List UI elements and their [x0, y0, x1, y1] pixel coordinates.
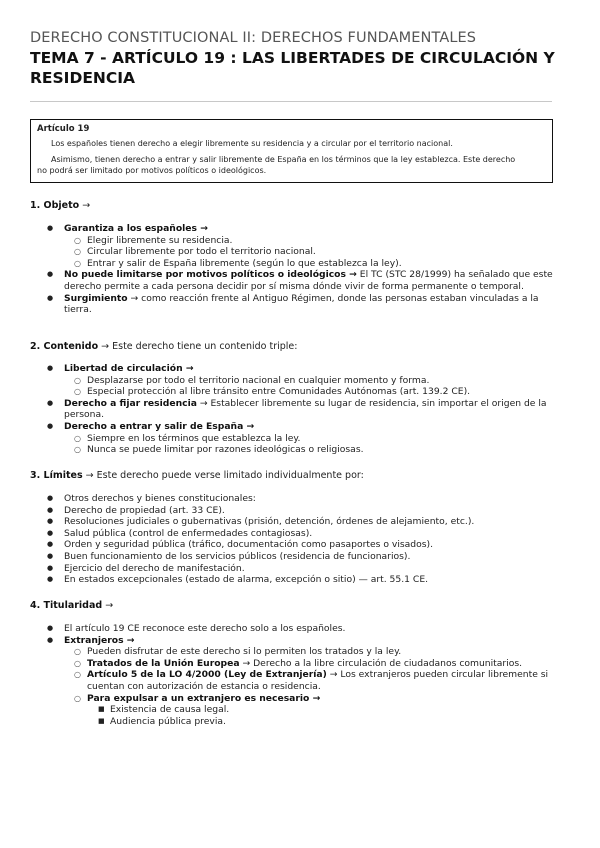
item-text: → Establecer libremente su lugar de residencia, sin importar el origen de la persona. [64, 397, 547, 421]
section-4-arrow: → [102, 600, 114, 611]
list-item: ● Salud pública (control de enfermedades contagiosas). [64, 528, 554, 540]
list-item: ● Ejercicio del derecho de manifestación. [64, 563, 554, 575]
sub-item-head: Tratados de la Unión Europea [87, 657, 240, 669]
sub-item: ○ Circular libremente por todo el territorio nacional. [87, 246, 554, 258]
section-3-label: 3. Límites [30, 470, 83, 481]
sub-sub-item: ■ Audiencia pública previa. [110, 716, 554, 728]
list-item: ● El artículo 19 CE reconoce este derecho solo a los españoles. [64, 623, 554, 635]
sub-list [64, 375, 554, 398]
list-item: ● Derecho de propiedad (art. 33 CE). [64, 505, 554, 517]
item-head: Extranjeros → [64, 634, 135, 646]
list-item: ● Orden y seguridad pública (tráfico, documentación como pasaportes o visados). [64, 539, 554, 551]
item-head: Libertad de circulación → [64, 363, 194, 374]
list-item [64, 635, 554, 728]
list-item [64, 363, 554, 398]
sub-item: ○ Pueden disfrutar de este derecho si lo permiten los tratados y la ley. [87, 646, 554, 658]
article-box [30, 119, 553, 183]
course-header: DERECHO CONSTITUCIONAL II: DERECHOS FUNDAMENTALES [30, 30, 477, 46]
sub-item [87, 669, 554, 692]
list-item [64, 269, 554, 292]
sub-item: ○ Especial protección al libre tránsito entre Comunidades Autónomas (art. 139.2 CE). [87, 386, 554, 398]
section-4-list [64, 623, 554, 727]
list-item: ● Resoluciones judiciales o gubernativas (prisión, detención, órdenes de alejamiento, etc.). [64, 516, 554, 528]
sub-item [87, 658, 554, 670]
sub-sub-item: ■ Existencia de causa legal. [110, 704, 554, 716]
article-paragraph-2: Asimismo, tienen derecho a entrar y salir libremente de España en los términos que la ley establezca. Este derecho [51, 155, 516, 164]
item-head: Garantiza a los españoles → [64, 223, 208, 234]
section-3-list [64, 493, 554, 586]
page-title: TEMA 7 - ARTÍCULO 19 : LAS LIBERTADES DE CIRCULACIÓN Y RESIDENCIA [30, 49, 555, 87]
item-text: → como reacción frente al Antiguo Régimen, donde las personas estaban vinculadas a la tierra. [64, 292, 539, 316]
section-3-heading [30, 470, 364, 481]
section-1-label: 1. Objeto [30, 200, 80, 211]
item-text: El TC (STC 28/1999) ha señalado que este derecho permite a cada persona decidir por sí misma dónde vivir de forma permanente o temporal. [64, 269, 553, 292]
section-2-list [64, 363, 554, 456]
list-item: ● Buen funcionamiento de los servicios públicos (residencia de funcionarios). [64, 551, 554, 563]
section-1-arrow: → [79, 200, 91, 211]
section-2-label: 2. Contenido [30, 341, 99, 352]
item-head: No puede limitarse por motivos políticos o ideológicos → [64, 269, 357, 281]
section-1-heading [30, 200, 90, 211]
list-item: ● En estados excepcionales (estado de alarma, excepción o sitio) — art. 55.1 CE. [64, 574, 554, 586]
item-head: Derecho a entrar y salir de España → [64, 420, 255, 432]
sub-item-text: → Derecho a la libre circulación de ciudadanos comunitarios. [239, 657, 523, 669]
section-1-list [64, 223, 554, 316]
article-paragraph-1: Los españoles tienen derecho a elegir libremente su residencia y a circular por el territorio nacional. [51, 139, 453, 148]
section-2-intro: → Este derecho tiene un contenido triple: [98, 341, 298, 352]
section-3-intro: → Este derecho puede verse limitado individualmente por: [82, 470, 364, 481]
article-heading: Artículo 19 [37, 124, 90, 134]
list-item [64, 398, 554, 421]
section-2-heading [30, 341, 297, 352]
title-divider [30, 101, 552, 102]
sub-item: ○ Elegir libremente su residencia. [87, 235, 554, 247]
item-head: Surgimiento [64, 292, 128, 304]
section-4-label: 4. Titularidad [30, 600, 103, 611]
sub-item: ○ Nunca se puede limitar por razones ideológicas o religiosas. [87, 444, 554, 456]
sub-item-head: Artículo 5 de la LO 4/2000 (Ley de Extranjería) [87, 669, 327, 681]
list-item [64, 223, 554, 269]
sub-item-text: → Los extranjeros pueden circular libremente si cuentan con autorización de estancia o residencia. [87, 669, 549, 692]
article-paragraph-3: no podrá ser limitado por motivos políticos o ideológicos. [37, 166, 267, 175]
sub-list [64, 646, 554, 727]
list-item: ● Otros derechos y bienes constitucionales: [64, 493, 554, 505]
sub-sub-list [87, 704, 554, 727]
sub-list [64, 235, 554, 270]
sub-item [87, 693, 554, 728]
list-item [64, 293, 554, 316]
item-head: Derecho a fijar residencia [64, 397, 197, 409]
sub-item: ○ Entrar y salir de España libremente (según lo que establezca la ley). [87, 258, 554, 270]
sub-item: ○ Desplazarse por todo el territorio nacional en cualquier momento y forma. [87, 375, 554, 387]
section-4-heading [30, 600, 113, 611]
sub-item-head: Para expulsar a un extranjero es necesario → [87, 692, 321, 704]
sub-item: ○ Siempre en los términos que establezca la ley. [87, 433, 554, 445]
list-item [64, 421, 554, 456]
sub-list [64, 433, 554, 456]
